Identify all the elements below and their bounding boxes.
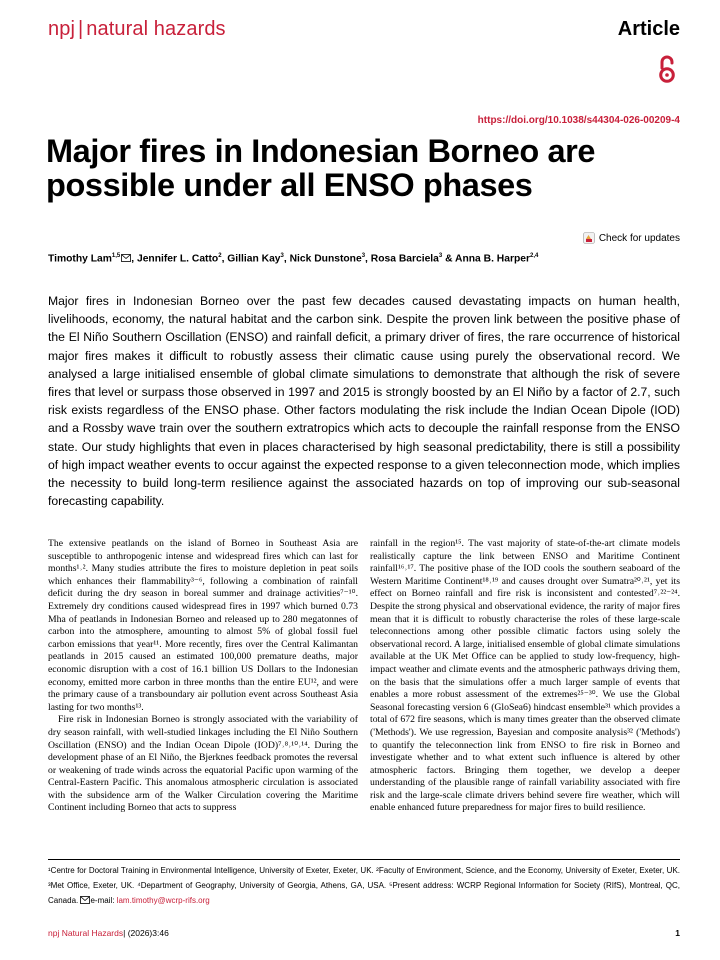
author-name[interactable]: Anna B. Harper [455, 253, 530, 265]
envelope-icon [80, 896, 90, 904]
affiliations-text: ¹Centre for Doctoral Training in Environmental Intelligence, University of Exeter, Exeter, UK. ²Faculty of Environment, Science, and the Economy, University of Exeter, Exeter, UK. ³Met Office, Exeter, UK. ⁴Department of Geography, University of Georgia, Athens, GA, USA. ⁵Present address: WCRP Regional Information for Society (RIfS), Montreal, QC, Canada. [48, 866, 680, 905]
author-name[interactable]: Nick Dunstone [289, 253, 362, 265]
author-name[interactable]: Timothy Lam [48, 253, 112, 265]
journal-prefix: npj [48, 18, 75, 40]
journal-name [48, 18, 226, 41]
article-type-label: Article [617, 18, 680, 40]
journal-separator: | [78, 18, 84, 40]
author-name[interactable]: Rosa Barciela [370, 253, 439, 265]
author-separator: & [442, 253, 456, 265]
author-separator: , [365, 253, 371, 265]
author-affiliation-sup: 2,4 [530, 253, 539, 259]
doi-link[interactable]: https://doi.org/10.1038/s44304-026-00209-4 [477, 115, 680, 126]
footer-citation: | (2026)3:46 [123, 928, 169, 938]
author-separator: , [283, 253, 290, 265]
author-name[interactable]: Gillian Kay [227, 253, 281, 265]
affiliations-footnote [48, 863, 680, 908]
body-paragraph: rainfall in the region¹⁵. The vast majority of state-of-the-art climate models realistically capture the link between ENSO and Maritime Continent rainfall¹⁶˒¹⁷. The positive phase of the IOD cools the southern seaboard of the Western Maritime Continent¹⁸˒¹⁹ and causes drought over Sumatra²⁰˒²¹, yet its effect on Borneo rainfall and fire risk is inconsistent and contested⁷˒²²⁻²⁴. Despite the strong physical and observational evidence, the rarity of major fires mean that it is difficult to robustly characterise the roles of these large-scale teleconnections among other possible climatic factors using solely the observational record. A large, initialised ensemble of global climate simulations available at the UK Met Office can be applied to study low-frequency, high-impact weather and climate events and the atmospheric pathways driving them, on the basis that the simulations offer a much larger sample of events that enables a more robust assessment of the extremes²⁵⁻³⁰. We use the Global Seasonal forecasting version 6 (GloSea6) hindcast ensemble³¹ which provides a total of 672 fire seasons, which is many times greater than the observed climate ('Methods'). We use regression, Bayesian and composite analysis³² ('Methods') to quantify the teleconnection link from ENSO to fire risk in Borneo and investigate whether and to what extent such influence is altered by other atmospheric factors. Bringing them together, we develop a deeper understanding of the plausible range of rainfall variability associated with fire risk and the large-scale climate drivers behind severe fire weather, which will enable enhanced future preparedness for major fires to build resilience. [370, 538, 680, 814]
check-for-updates-label: Check for updates [598, 232, 680, 244]
page-number: 1 [675, 928, 680, 938]
body-columns [48, 538, 680, 815]
open-access-icon [658, 54, 676, 84]
author-affiliation-sup: 3 [438, 253, 443, 259]
corresponding-email-link[interactable]: lam.timothy@wcrp-rifs.org [116, 896, 210, 905]
author-affiliation-sup: 2 [218, 253, 222, 259]
body-paragraph: Fire risk in Indonesian Borneo is strongly associated with the variability of dry season rainfall, with well-studied linkages including the El Niño Southern Oscillation (ENSO) and the Indian Ocean Dipole (IOD)⁷˒⁸˒¹⁰˒¹⁴. During the development phase of an El Niño, the Bjerknes feedback promotes the reversal or weakening of trade winds across the equatorial Pacific upon warming of the Central-Eastern Pacific. This anomalous atmospheric circulation is associated with the subsidence arm of the Walker Circulation covering the Maritime Continent including Borneo that acts to suppress [48, 714, 358, 814]
body-paragraph: The extensive peatlands on the island of Borneo in Southeast Asia are susceptible to anthropogenic intense and widespread fires which can last for months¹˒². Many studies attribute the fires to moisture depletion in peat soils which enhances their flammability³⁻⁶, following a combination of rainfall deficit during the dry season in boreal summer and drainage activities⁷⁻¹⁰. Extremely dry conditions caused widespread fires in 1997 which burned 0.73 Mha of peatlands in Indonesian Borneo and released up to 280 megatonnes of carbon into the atmosphere, amounting to almost 5% of global fossil fuel carbon emissions that year¹¹. More recently, fires over the Central Kalimantan peatlands in 2015 caused an estimated 100,000 premature deaths, major economic disruption with a cost of 16.1 billion US Dollars to the Indonesian economy, emitted more carbon in three months than the entire EU¹², and were the primary cause of a transboundary air pollution event across Southeast Asia lasting for two months¹³. [48, 538, 358, 713]
author-separator: , [131, 253, 137, 265]
author-affiliation-sup: 3 [280, 253, 284, 259]
author-name[interactable]: Jennifer L. Catto [136, 253, 219, 265]
author-affiliation-sup: 3 [361, 253, 366, 259]
author-separator: , [221, 253, 228, 265]
journal-title: natural hazards [86, 18, 226, 40]
page-footer-citation [48, 928, 169, 938]
article-title: Major fires in Indonesian Borneo are possible under all ENSO phases [46, 133, 596, 203]
email-label: e-mail: [90, 896, 117, 905]
corresponding-author-envelope-icon[interactable] [121, 254, 131, 262]
abstract: Major fires in Indonesian Borneo over the past few decades caused devastating impacts on human health, livelihoods, economy, the natural habitat and the carbon sink. Despite the proven link between the positive phase of the El Niño Southern Oscillation (ENSO) and rainfall deficit, a primary driver of fires, the rare occurrence of historical major fires makes it difficult to robustly assess their climatic cause using purely the observational record. We analysed a large initialised ensemble of global climate simulations to demonstrate that although the risk of severe fires that level or surpass those observed in 1997 and 2015 is strongly boosted by an El Niño by a factor of 2.7, such risk exists regardless of the ENSO phase. Other factors modulating the risk include the Indian Ocean Dipole (IOD) and a Rossby wave train over the southern extratropics which acts to decouple the rainfall response from the ENSO state. Our study highlights that even in places characterised by high seasonal predictability, there is still a possibility of high impact weather events to occur against the expected response to a given teleconnection mode, which implies the necessity to build long-term resilience against the associated hazards on top of improving our sub-seasonal forecasting capability. [48, 294, 680, 509]
check-for-updates-icon [583, 232, 595, 244]
body-column-right [370, 538, 680, 815]
check-for-updates-button[interactable] [583, 232, 680, 244]
author-list [48, 253, 688, 264]
author-affiliation-sup: 1,5 [111, 253, 121, 259]
footer-journal-name: npj Natural Hazards [48, 928, 124, 938]
footnote-divider [48, 859, 680, 860]
body-column-left [48, 538, 358, 815]
